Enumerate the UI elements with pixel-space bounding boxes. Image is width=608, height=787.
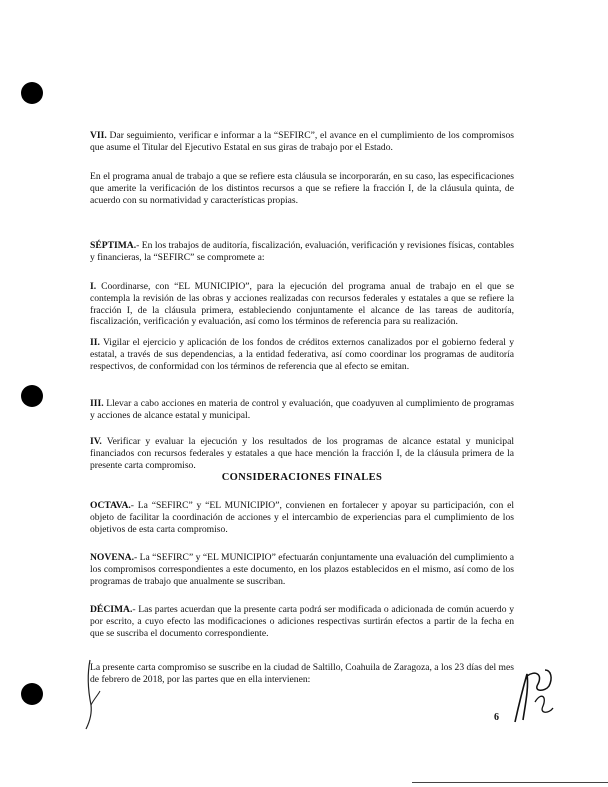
paragraph-fraccion-vii: VII. Dar seguimiento, verificar e informar a la “SEFIRC”, el avance en el cumplimiento de los compromisos que asume el Titular del Ejecutivo Estatal en sus giras de trabajo por el Estado. <box>90 130 514 153</box>
left-margin-signature <box>78 655 108 735</box>
punch-hole-icon <box>21 385 43 407</box>
paragraph-fraccion-iv: IV. Verificar y evaluar la ejecución y los resultados de los programas de alcance estatal y municipal financiados con recursos federales y estatales a que hace mención la fracción I, de la cláusula primera de la presente carta compromiso. <box>90 436 514 471</box>
section-heading: CONSIDERACIONES FINALES <box>221 472 383 483</box>
paragraph-closing: La presente carta compromiso se suscribe en la ciudad de Saltillo, Coahuila de Zaragoza, a los 23 días del mes de febrero de 2018, por las partes que en ella intervienen: <box>90 662 514 685</box>
clause-novena: NOVENA.- La “SEFIRC” y “EL MUNICIPIO” efectuarán conjuntamente una evaluación del cumplimiento a los compromisos correspondientes a este documento, en los plazos establecidos en el mismo, así como de los programas de trabajo que anualmente se suscriban. <box>90 552 514 587</box>
clause-septima: SÉPTIMA.- En los trabajos de auditoría, fiscalización, evaluación, verificación y revisiones físicas, contables y financieras, la “SEFIRC” se compromete a: <box>90 240 514 263</box>
punch-hole-icon <box>21 82 43 104</box>
paragraph-fraccion-i: I. Coordinarse, con “EL MUNICIPIO”, para la ejecución del programa anual de trabajo en el que se contempla la revisión de las obras y acciones realizadas con recursos federales y estatales a que se refiere la fracción I, de la cláusula primera, estableciendo conjuntamente el alcance de las tareas de auditoría, fiscalización, verificación y evaluación, así como los términos de referencia para su realización. <box>90 281 514 328</box>
clause-octava: OCTAVA.- La “SEFIRC” y “EL MUNICIPIO”, convienen en fortalecer y apoyar su participación, con el objeto de facilitar la coordinación de acciones y el intercambio de experiencias para el cumplimiento de los objetivos de esta carta compromiso. <box>90 500 514 535</box>
initials-signature <box>505 662 565 732</box>
punch-hole-icon <box>21 683 43 705</box>
paragraph-fraccion-iii: III. Llevar a cabo acciones en materia de control y evaluación, que coadyuven al cumplimiento de programas y acciones de alcance estatal y municipal. <box>90 398 514 421</box>
paragraph-programa-anual: En el programa anual de trabajo a que se refiere esta cláusula se incorporarán, en su caso, las especificaciones que amerite la verificación de los distintos recursos a que se refiere la fracción I, de la cláusula quinta, de acuerdo con su normatividad y características propias. <box>90 171 514 206</box>
bottom-rule <box>412 782 608 783</box>
clause-decima: DÉCIMA.- Las partes acuerdan que la presente carta podrá ser modificada o adicionada de común acuerdo y por escrito, a cuyo efecto las modificaciones o adiciones respectivas surtirán efectos a partir de la fecha en que se suscriba el documento correspondiente. <box>90 604 514 639</box>
paragraph-fraccion-ii: II. Vigilar el ejercicio y aplicación de los fondos de créditos externos canalizados por el gobierno federal y estatal, a través de sus dependencias, a la entidad federativa, así como coordinar los programas de auditoría respectivos, de conformidad con los términos de referencia que al efecto se emitan. <box>90 337 514 372</box>
page-number: 6 <box>494 712 499 723</box>
